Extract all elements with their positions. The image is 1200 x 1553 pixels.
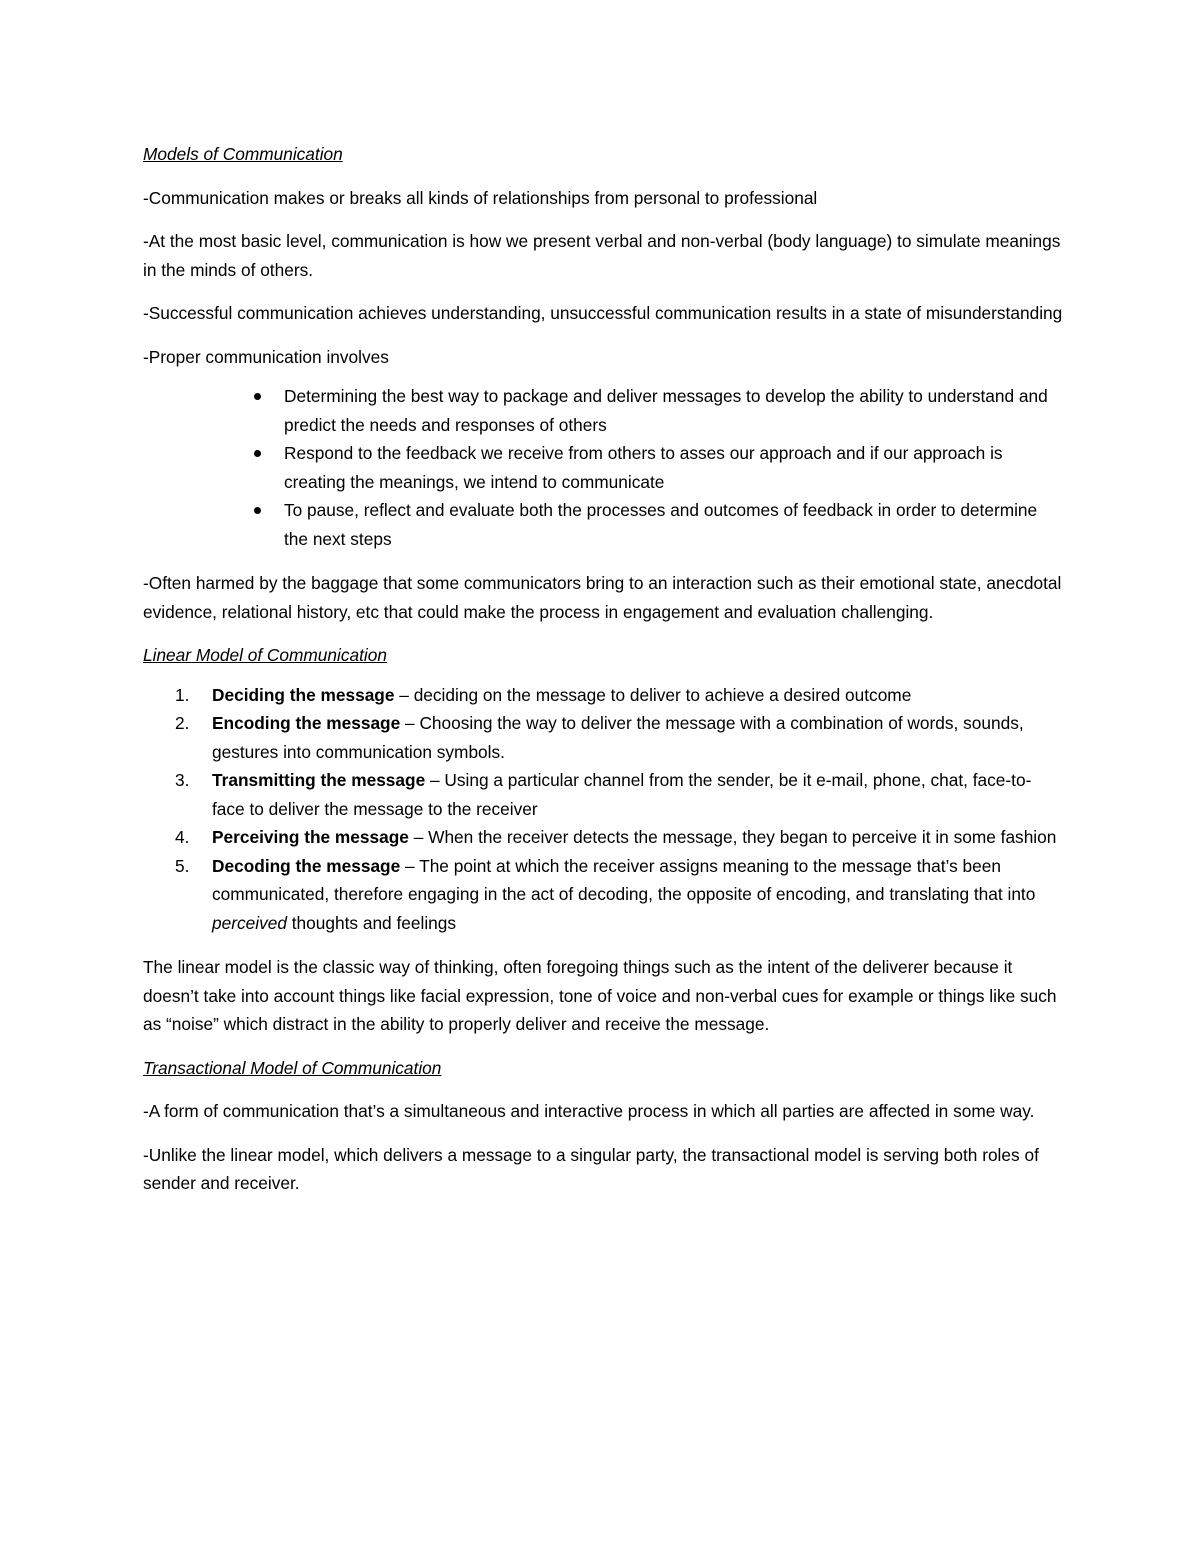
transactional-paragraph: -Unlike the linear model, which delivers a message to a singular party, the transactional model is serving both roles of sender and receiver. — [143, 1144, 1039, 1193]
list-item — [143, 766, 1063, 823]
step-term: Decoding the message — [212, 855, 401, 876]
baggage-paragraph: -Often harmed by the baggage that some communicators bring to an interaction such as their emotional state, anecdotal evidence, relational history, etc that could make the process in engagement and evaluation challenging. — [143, 573, 1062, 622]
section-heading-linear: Linear Model of Communication — [143, 645, 387, 665]
step-number: 4. — [175, 827, 190, 847]
step-emphasis: perceived — [212, 912, 287, 933]
step-text: – Choosing the way to deliver the message with a combination of words, sounds, gestures into communication symbols. — [212, 713, 1024, 762]
step-term: Encoding the message — [212, 713, 401, 733]
list-item — [143, 852, 1063, 938]
step-term: Transmitting the message — [212, 770, 426, 790]
intro-paragraph: -Communication makes or breaks all kinds of relationships from personal to professional — [143, 187, 818, 208]
step-term: Deciding the message — [212, 684, 395, 705]
section-heading-transactional: Transactional Model of Communication — [143, 1057, 442, 1078]
step-text: – When the receiver detects the message, they began to perceive it in some fashion — [408, 827, 1057, 847]
page-title: Models of Communication — [143, 144, 343, 164]
intro-paragraph: -At the most basic level, communication is how we present verbal and non-verbal (body language) to simulate meanings in the minds of others. — [143, 231, 1061, 280]
bullet-item: Respond to the feedback we receive from others to asses our approach and if our approach is creating the meanings, we intend to communicate — [143, 439, 1063, 496]
step-number: 3. — [175, 770, 190, 790]
step-number: 1. — [175, 684, 190, 705]
bullet-item: Determining the best way to package and deliver messages to develop the ability to understand and predict the needs and responses of others — [143, 382, 1063, 439]
linear-steps-list — [143, 681, 1063, 938]
step-term: Perceiving the message — [212, 827, 409, 847]
step-text: thoughts and feelings — [286, 912, 457, 933]
transactional-paragraph: -A form of communication that’s a simultaneous and interactive process in which all parties are affected in some way. — [143, 1101, 1035, 1121]
intro-paragraph: -Successful communication achieves understanding, unsuccessful communication results in a state of misunderstanding — [143, 303, 1063, 323]
list-item — [143, 709, 1063, 766]
document-body — [143, 140, 1063, 1213]
list-item — [143, 681, 1063, 710]
bullet-list — [143, 382, 1063, 553]
list-item — [143, 823, 1063, 852]
bullet-item: To pause, reflect and evaluate both the processes and outcomes of feedback in order to determine the next steps — [143, 496, 1063, 553]
step-text: – deciding on the message to deliver to achieve a desired outcome — [394, 684, 912, 705]
step-number: 2. — [175, 713, 190, 733]
step-number: 5. — [175, 855, 190, 876]
step-text: – The point at which the receiver assigns meaning to the message that’s been communicated, therefore engaging in the act of decoding, the opposite of encoding, and translating that into — [212, 855, 1036, 904]
intro-paragraph: -Proper communication involves — [143, 346, 389, 367]
step-text: – Using a particular channel from the sender, be it e-mail, phone, chat, face-to-face to deliver the message to the receiver — [212, 770, 1032, 819]
linear-summary-paragraph: The linear model is the classic way of thinking, often foregoing things such as the intent of the deliverer because it doesn’t take into account things like facial expression, tone of voice and non-verbal cues for example or things like such as “noise” which distract in the ability to properly deliver and receive the message. — [143, 957, 1057, 1034]
